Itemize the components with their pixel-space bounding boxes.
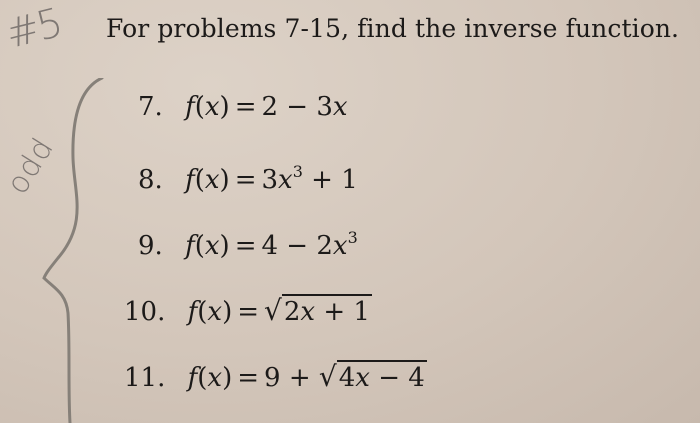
- problem-number: 11.: [124, 363, 166, 393]
- problem-number: 9.: [138, 231, 163, 261]
- problem-expression: f(x) = √2x + 1: [187, 294, 370, 327]
- instruction-text: For problems 7-15, find the inverse function.: [106, 14, 680, 43]
- problem-number: 8.: [138, 165, 163, 195]
- problem-expression: $f(x) = 3x^3 + 1$: [185, 162, 358, 195]
- problem-7: [138, 92, 348, 122]
- problem-number: 10.: [124, 297, 166, 327]
- handwritten-number-note: #5: [1, 0, 66, 58]
- problem-number: 7.: [138, 92, 163, 122]
- problem-expression: f(x) = 2 − 3x: [185, 92, 348, 122]
- problem-8: [138, 162, 358, 195]
- problem-11: [124, 360, 427, 393]
- problem-expression: $f(x) = 4 - 2x^3$: [185, 228, 358, 261]
- problem-expression: f(x) = 9 + √4x − 4: [187, 360, 425, 393]
- problem-9: [138, 228, 358, 261]
- problem-10: [124, 294, 372, 327]
- handwritten-odd-note: odd: [0, 131, 62, 201]
